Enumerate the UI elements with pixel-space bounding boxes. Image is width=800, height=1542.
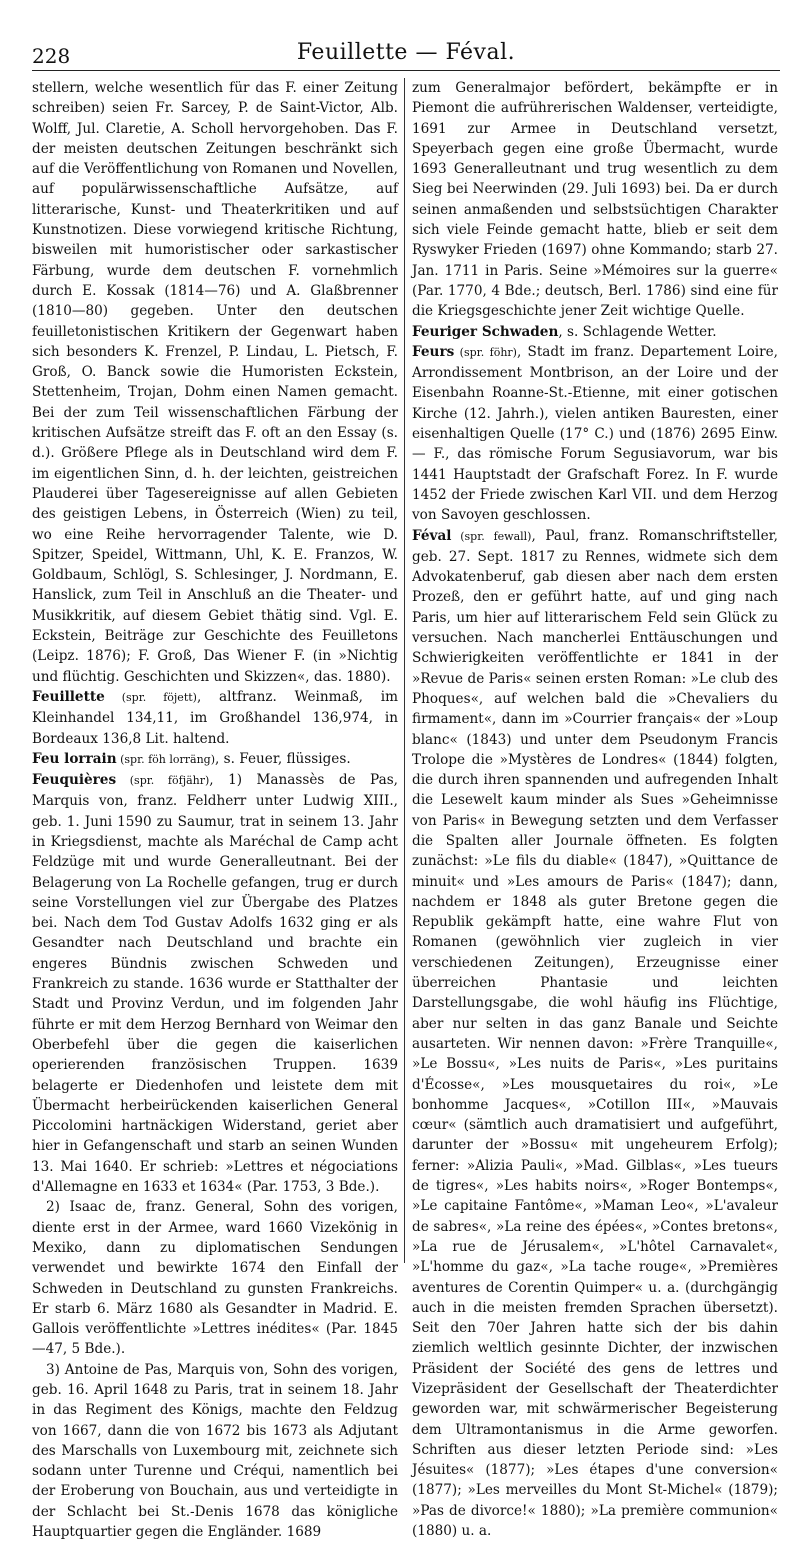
entry-text: stellern, welche wesentlich für das F. einer Zeitung schreiben) seien Fr. Sarcey, P. de Saint-Victor, Alb. Wolff, Jul. Claretie, A. Scholl hervorgehoben. Das F. der meisten deutschen Zeitungen beschränkt sich auf die Veröffentlichung von Romanen und Novellen, auf populärwissenschaftliche Aufsätze, auf litterarische, Kunst- und Theaterkritiken und auf Kunstnotizen. Diese vorwiegend kritische Richtung, bisweilen mit humoristischer oder sarkastischer Färbung, wurde dem deutschen F. vornehmlich durch E. Kossak (1814—76) und A. Glaßbrenner (1810—80) gegeben. Unter den deutschen feuilletonistischen Kritikern der Gegenwart haben sich besonders K. Frenzel, P. Lindau, L. Pietsch, F. Groß, O. Banck sowie die Humoristen Eckstein, Stettenheim, Trojan, Dohm einen Namen gemacht. Bei der zum Teil wissenschaftlichen Färbung der kritischen Aufsätze streift das F. oft an den Essay (s. d.). Größere Pflege als in Deutschland wird dem F. im eigentlichen Sinn, d. h. der leichten, geistreichen Plauderei über Tagesereignisse auf allen Gebieten des geistigen Lebens, in Österreich (Wien) zu teil, wo eine Reihe hervorragender Talente, wie D. Spitzer, Speidel, Wittmann, Uhl, K. E. Franzos, W. Goldbaum, Schlögl, S. Schlesinger, J. Nordmann, E. Hanslick, zum Teil in Anschluß an die Theater- und Musikkritik, auf diesem Gebiet thätig sind. Vgl. E. Eckstein, Beiträge zur Geschichte des Feuilletons (Leipz. 1876); F. Groß, Das Wiener F. (in »Nichtig und flüchtig. Geschichten und Skizzen«, das. 1880). [32, 80, 398, 685]
entry-text: , Paul, franz. Romanschriftsteller, geb. 27. Sept. 1817 zu Rennes, widmete sich dem Advokatenberuf, gab diesen aber nach dem ersten Prozeß, den er geführt hatte, auf und ging nach Paris, um hier auf litterarischem Feld sein Glück zu versuchen. Nach mancherlei Enttäuschungen und Schwierigkeiten veröffentlichte er 1841 in der »Revue de Paris« seinen ersten Roman: »Le club des Phoques«, auf welchen bald die »Chevaliers du firmament«, dann im »Courrier français« der »Loup blanc« (1843) und unter dem Pseudonym Francis Trolope die »Mystères de Londres« (1844) folgten, die durch ihren spannenden und aufregenden Inhalt die Lesewelt kaum minder als Sues »Geheimnisse von Paris« in Bewegung setzten und dem Verfasser die Spalten aller Journale öffneten. Es folgten zunächst: »Le fils du diable« (1847), »Quittance de minuit« und »Les amours de Paris« (1847); dann, nachdem er 1848 als guter Bretone gegen die Republik gekämpft hatte, eine wahre Flut von Romanen (gewöhnlich vier zugleich in vier verschiedenen Zeitungen), Erzeugnisse einer überreichen Phantasie und leichten Darstellungsgabe, die wohl häufig ins Flüchtige, aber nur selten in das ganz Banale und Seichte ausarteten. Wir nennen davon: »Frère Tranquille«, »Le Bossu«, »Les nuits de Paris«, »Les puritains d'Écosse«, »Les mousquetaires du roi«, »Le bonhomme Jacques«, »Cotillon III«, »Mauvais cœur« (sämtlich auch dramatisiert und aufgeführt, darunter der »Bossu« mit ungeheurem Erfolg); ferner: »Alizia Pauli«, »Mad. Gilblas«, »Les tueurs de tigres«, »Les habits noirs«, »Roger Bontemps«, »Le capitaine Fantôme«, »Maman Leo«, »L'avaleur de sabres«, »La reine des épées«, »Contes bretons«, »La rue de Jérusalem«, »L'hôtel Carnavalet«, »L'homme du gaz«, »La tache rouge«, »Premières aventures de Corentin Quimper« u. a. (durchgängig auch in die meisten fremden Sprachen übersetzt). Seit den 70er Jahren hatte sich der bis dahin ziemlich weltlich gesinnte Dichter, der inzwischen Präsident der Société des gens de lettres und Vizepräsident der Gesellschaft der Theaterdichter geworden war, mit schwärmerischer Begeisterung dem Ultramontanismus in die Arme geworfen. Schriften aus dieser letzten Periode sind: »Les Jésuites« (1877); »Les étapes d'une conversion« (1877); »Les merveilles du Mont St-Michel« (1879); »Pas de divorce!« 1880); »La première communion« (1880) u. a. [412, 527, 778, 1540]
column-divider [404, 78, 405, 1263]
left-column [32, 78, 398, 1541]
dictionary-entry [32, 1360, 398, 1542]
dictionary-entry [32, 1197, 398, 1359]
page-header [32, 34, 780, 71]
dictionary-entry [412, 342, 778, 526]
entry-text: 3) Antoine de Pas, Marquis von, Sohn des vorigen, geb. 16. April 1648 zu Paris, trat in seinem 18. Jahr in das Regiment des Königs, machte den Feldzug von 1667, dann die von 1672 bis 1673 als Adjutant des Marschalls von Luxembourg mit, zeichnete sich sodann unter Turenne und Créqui, namentlich bei der Eroberung von Bouchain, aus und verteidigte in der Schlacht bei St.-Denis 1678 das königliche Hauptquartier gegen die Engländer. 1689 [32, 1361, 398, 1541]
entry-pronunciation: (spr. föh lorräng) [116, 752, 216, 766]
dictionary-entry [32, 687, 398, 749]
entry-text: , s. Schlagende Wetter. [558, 323, 717, 340]
entry-headword: Féval [412, 527, 452, 544]
entry-headword: Feu lorrain [32, 750, 117, 767]
entry-headword: Feuriger Schwaden [412, 323, 559, 340]
entry-headword: Feurs [412, 343, 455, 360]
dictionary-entry [32, 749, 398, 770]
dictionary-entry [412, 526, 778, 1542]
entry-pronunciation: (spr. föjett) [104, 690, 197, 704]
entry-text: , Stadt im franz. Departement Loire, Arrondissement Montbrison, an der Loire und der Eisenbahn Roanne-St.-Etienne, mit einer gotischen Kirche (12. Jahrh.), vielen antiken Bauresten, einer eisenhaltigen Quelle (17° C.) und (1876) 2695 Einw. — F., das römische Forum Segusiavorum, war bis 1441 Hauptstadt der Grafschaft Forez. In F. wurde 1452 der Friede zwischen Karl VII. und dem Herzog von Savoyen geschlossen. [412, 343, 778, 524]
entry-text: 2) Isaac de, franz. General, Sohn des vorigen, diente erst in der Armee, ward 1660 Vizekönig in Mexiko, dann zu diplomatischen Sendungen verwendet und bewirkte 1674 den Einfall der Schweden in Deutschland zu gunsten Frankreichs. Er starb 6. März 1680 als Gesandter in Madrid. E. Gallois veröffentlichte »Lettres inédites« (Par. 1845—47, 5 Bde.). [32, 1199, 398, 1358]
running-title: Feuillette — Féval. [296, 40, 516, 65]
entry-text: zum Generalmajor befördert, bekämpfte er in Piemont die aufrührerischen Waldenser, verteidigte, 1691 zur Armee in Deutschland versetzt, Speyerbach gegen eine große Übermacht, wurde 1693 Generalleutnant und trug wesentlich zu dem Sieg bei Neerwinden (29. Juli 1693) bei. Da er durch seinen anmaßenden und selbstsüchtigen Charakter sich viele Feinde gemacht hatte, blieb er seit dem Ryswyker Frieden (1697) ohne Kommando; starb 27. Jan. 1711 in Paris. Seine »Mémoires sur la guerre« (Par. 1770, 4 Bde.; deutsch, Berl. 1786) sind eine für die Kriegsgeschichte jener Zeit wichtige Quelle. [412, 80, 778, 320]
entry-text: , altfranz. Weinmaß, im Kleinhandel 134,11, im Großhandel 136,974, in Bordeaux 136,8 Lit. haltend. [32, 688, 398, 747]
dictionary-entry [412, 78, 778, 322]
entry-headword: Feuquières [32, 772, 117, 789]
dictionary-entry [412, 322, 778, 342]
entry-pronunciation: (spr. föfjähr) [116, 774, 210, 788]
entry-text: , 1) Manassès de Pas, Marquis von, franz. Feldherr unter Ludwig XIII., geb. 1. Juni 1590 zu Saumur, trat in seinem 13. Jahr in Kriegsdienst, machte als Maréchal de Camp acht Feldzüge mit und wurde Generalleutnant. Bei der Belagerung von La Rochelle gefangen, trug er durch seine Vorstellungen viel zur Übergabe des Platzes bei. Nach dem Tod Gustav Adolfs 1632 ging er als Gesandter nach Deutschland und brachte ein engeres Bündnis zwischen Schweden und Frankreich zu stande. 1636 wurde er Statthalter der Stadt und Provinz Verdun, und im folgenden Jahr führte er mit dem Herzog Bernhard von Weimar den Oberbefehl über die gegen die kaiserlichen operierenden französischen Truppen. 1639 belagerte er Diedenhofen und leistete dem mit Übermacht herbeirückenden kaiserlichen General Piccolomini hartnäckigen Widerstand, geriet aber hier in Gefangenschaft und starb an seinen Wunden 13. Mai 1640. Er schrieb: »Lettres et négociations d'Allemagne en 1633 et 1634« (Par. 1753, 3 Bde.). [32, 772, 398, 1196]
page-number: 228 [32, 44, 71, 68]
dictionary-entry [32, 78, 398, 687]
entry-pronunciation: (spr. föhr) [454, 345, 517, 359]
right-column [412, 78, 778, 1540]
dictionary-entry [32, 770, 398, 1197]
entry-text: , s. Feuer, flüssiges. [215, 750, 351, 767]
entry-pronunciation: (spr. fewall) [451, 529, 532, 543]
entry-headword: Feuillette [32, 688, 105, 705]
